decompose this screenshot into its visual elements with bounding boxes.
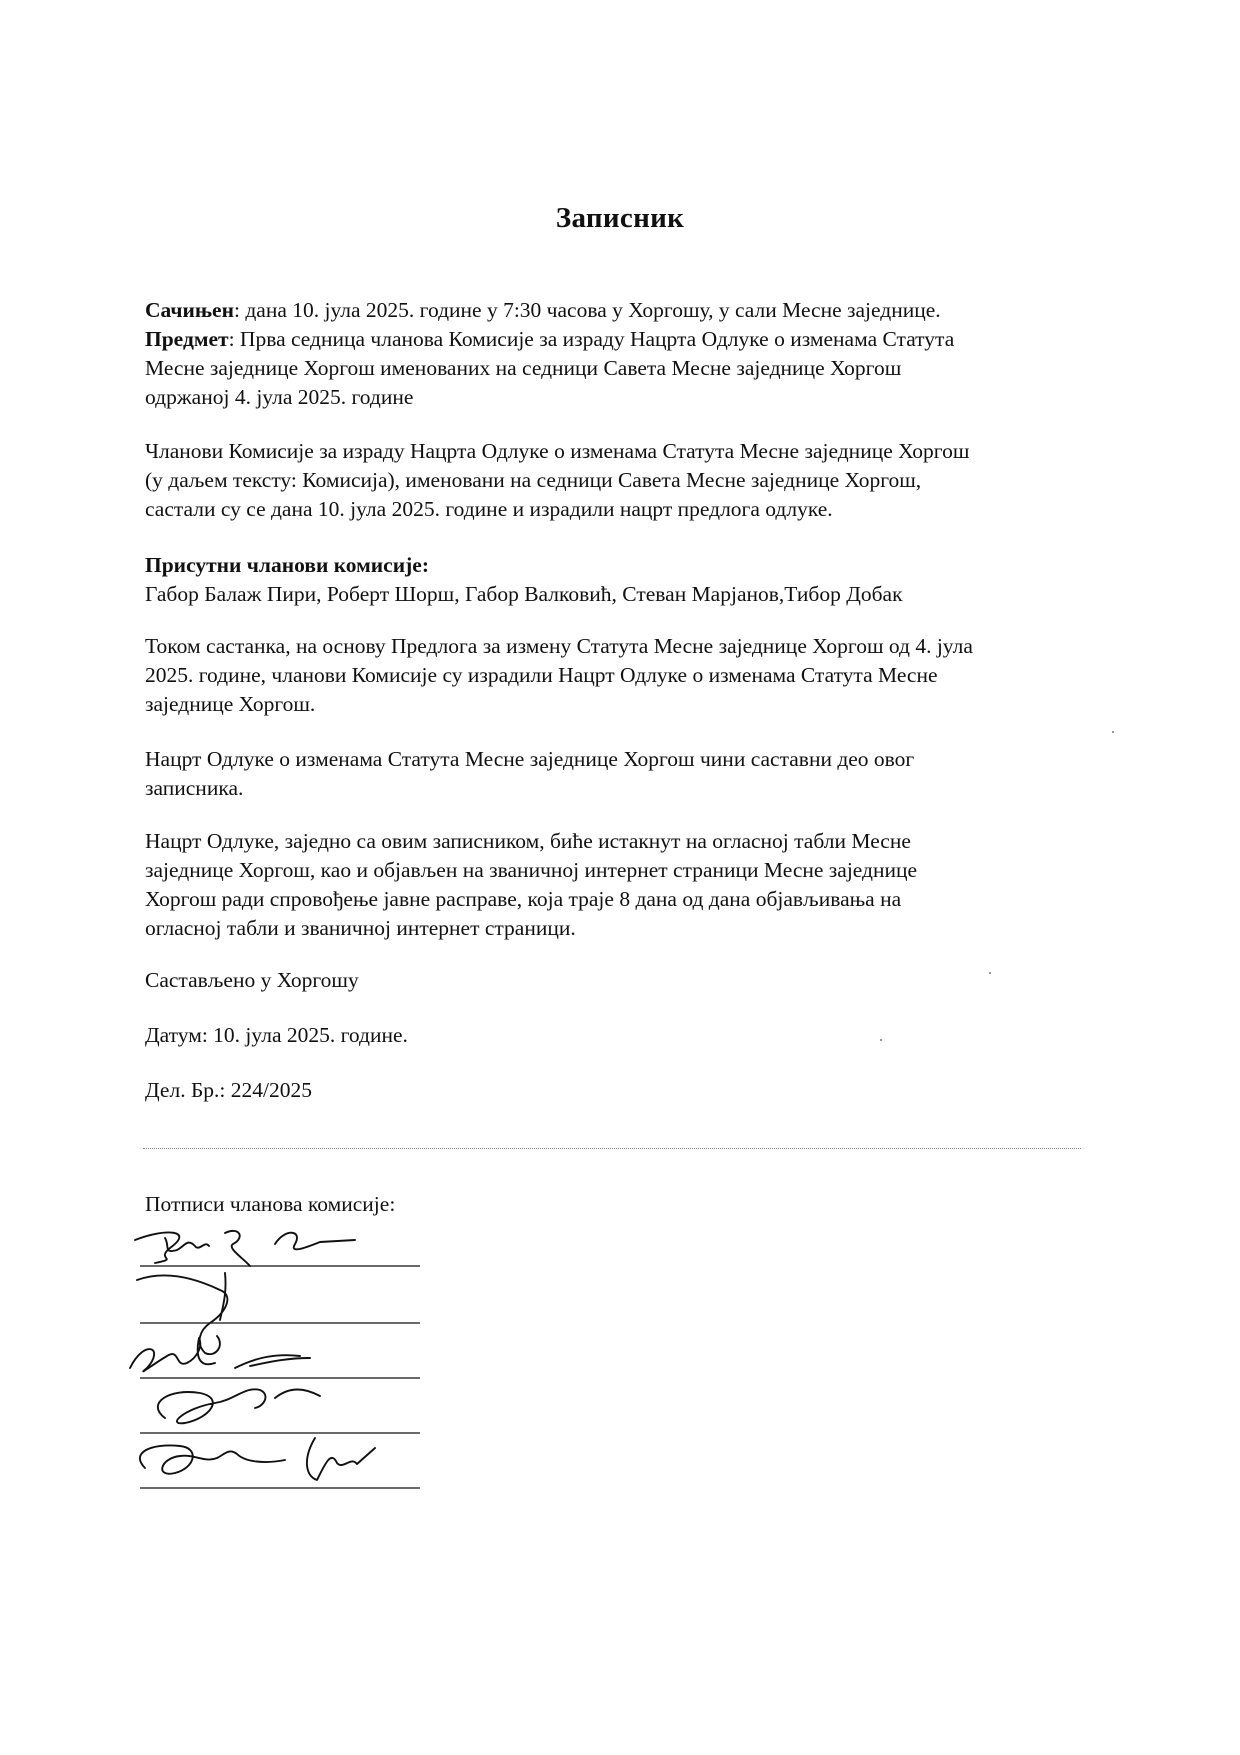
made-text: : дана 10. јула 2025. године у 7:30 часова у Хоргошу, у сали Месне заједнице. <box>234 298 941 322</box>
header-section <box>145 296 1085 412</box>
publication-paragraph <box>145 827 1085 943</box>
signature-1 <box>135 1231 355 1266</box>
made-line <box>145 296 1085 325</box>
members-section <box>145 551 1085 609</box>
signature-4 <box>158 1389 320 1423</box>
signature-lines <box>140 1266 420 1488</box>
intro-line: (у даљем тексту: Комисија), именовани на седници Савета Месне заједнице Хоргош, <box>145 468 922 492</box>
members-heading: Присутни чланови комисије: <box>145 553 429 577</box>
signature-5 <box>140 1438 375 1480</box>
subject-line-1 <box>145 325 1085 354</box>
signatures-heading: Потписи чланова комисије: <box>145 1192 396 1216</box>
subject-text: : Прва седница чланова Комисије за израду Нацрта Одлуке о изменама Статута <box>228 327 955 351</box>
meeting-line: 2025. године, чланови Комисије су израдили Нацрт Одлуке о изменама Статута Месне <box>145 663 938 687</box>
meeting-paragraph <box>145 632 1085 719</box>
intro-line: састали су се дана 10. јула 2025. године и израдили нацрт предлога одлуке. <box>145 497 833 521</box>
publication-line: огласној табли и званичној интернет страници. <box>145 916 576 940</box>
publication-line: Нацрт Одлуке, заједно са овим записником, биће истакнут на огласној табли Месне <box>145 829 911 853</box>
number-line: Дел. Бр.: 224/2025 <box>145 1078 312 1102</box>
subject-line-2: Месне заједнице Хоргош именованих на седници Савета Месне заједнице Хоргош <box>145 356 902 380</box>
subject-line-3: одржаној 4. јула 2025. године <box>145 385 414 409</box>
subject-label: Предмет <box>145 327 229 351</box>
intro-line: Чланови Комисије за израду Нацрта Одлуке о изменама Статута Месне заједнице Хоргош <box>145 439 970 463</box>
publication-line: заједнице Хоргош, као и објављен на званичној интернет страници Месне заједнице <box>145 858 918 882</box>
intro-paragraph <box>145 437 1085 524</box>
meeting-line: заједнице Хоргош. <box>145 692 316 716</box>
signatures-svg <box>125 1218 445 1508</box>
separator-line <box>143 1148 1081 1149</box>
draft-line: Нацрт Одлуке о изменама Статута Месне заједнице Хоргош чини саставни део овог <box>145 747 915 771</box>
scan-speck <box>880 1039 882 1041</box>
draft-paragraph <box>145 745 1085 803</box>
place-line: Састављено у Хоргошу <box>145 968 359 992</box>
scan-speck <box>1112 731 1114 733</box>
made-label: Сачињен <box>145 298 234 322</box>
members-list: Габор Балаж Пири, Роберт Шорш, Габор Валковић, Стеван Марјанов,Тибор Добак <box>145 582 903 606</box>
publication-line: Хоргош ради спровођење јавне расправе, која траје 8 дана од дана објављивања на <box>145 887 902 911</box>
document-title: Записник <box>555 202 685 234</box>
signature-2 <box>137 1273 227 1354</box>
scan-speck <box>989 972 991 974</box>
date-line: Датум: 10. јула 2025. године. <box>145 1023 408 1047</box>
draft-line: записника. <box>145 776 244 800</box>
signatures-block <box>125 1218 445 1508</box>
meeting-line: Током састанка, на основу Предлога за измену Статута Месне заједнице Хоргош од 4. јула <box>145 634 973 658</box>
